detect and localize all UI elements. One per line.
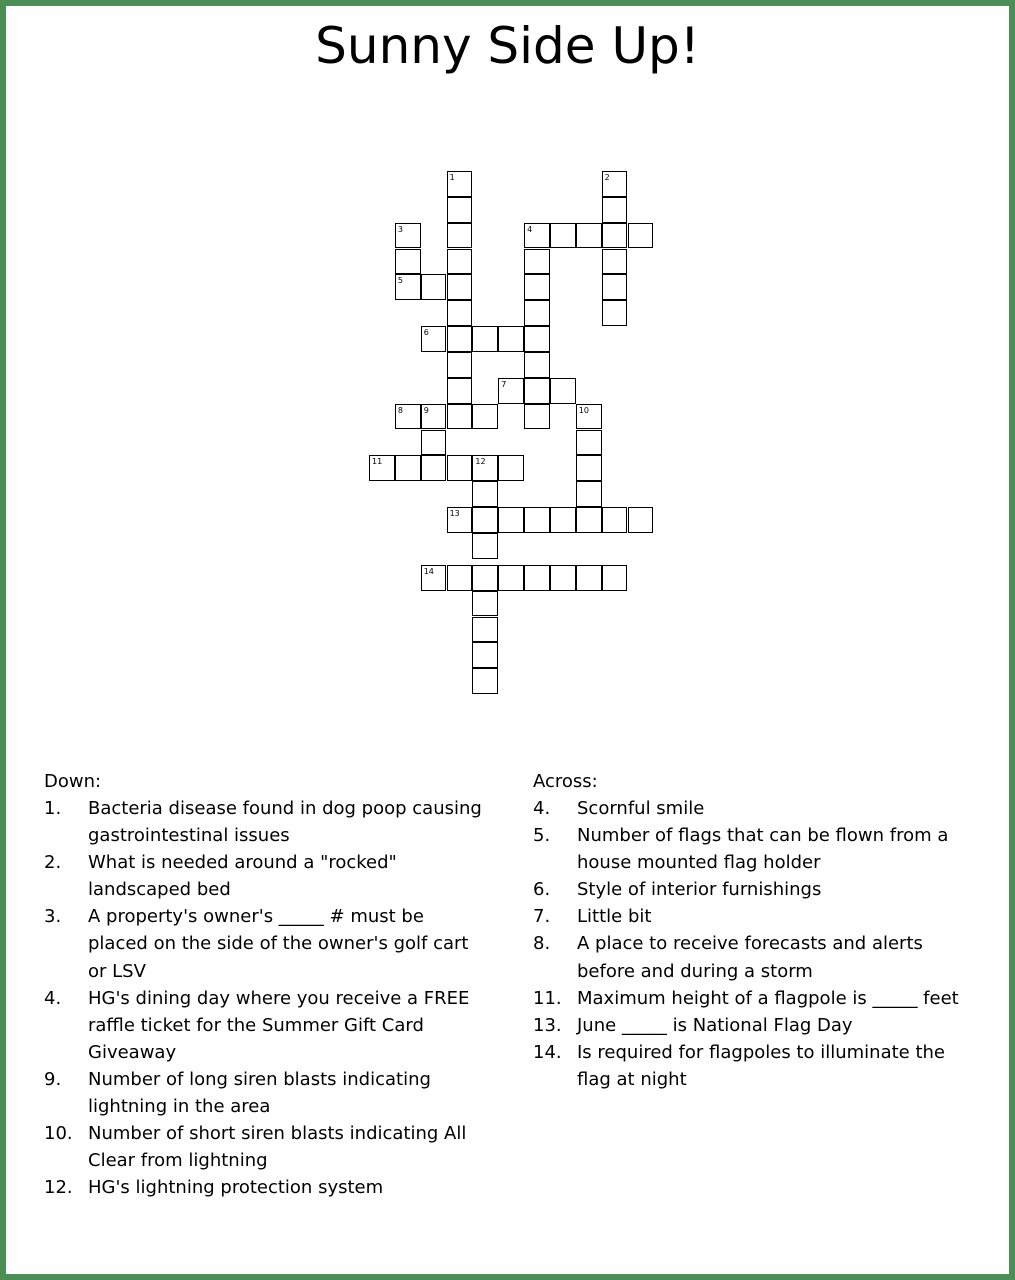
clue-number: 11.: [533, 987, 562, 1009]
grid-cell: [576, 455, 602, 481]
grid-cell: [550, 378, 576, 404]
grid-cell: [447, 352, 473, 378]
grid-cell: [447, 171, 473, 197]
grid-cell: [472, 642, 498, 668]
grid-cell: [395, 274, 421, 300]
grid-cell: [447, 274, 473, 300]
clue-number: 2.: [44, 852, 62, 874]
page-title: Sunny Side Up!: [315, 17, 700, 75]
clue-text: Number of short siren blasts indicating All Clear from lightning: [88, 1123, 467, 1172]
grid-cell: [576, 430, 602, 456]
cell-number: 4: [527, 224, 533, 234]
clue-text: Little bit: [577, 906, 652, 928]
across-clue: [533, 822, 968, 876]
cell-number: 3: [397, 224, 403, 234]
clue-text: What is needed around a "rocked" landscaped bed: [88, 852, 397, 901]
grid-cell: [421, 274, 447, 300]
grid-cell: [395, 223, 421, 249]
grid-cell: [447, 378, 473, 404]
grid-cell: [447, 455, 473, 481]
grid-cell: [524, 274, 550, 300]
grid-cell: [550, 507, 576, 533]
grid-cell: [550, 223, 576, 249]
grid-cell: [524, 352, 550, 378]
grid-cell: [498, 378, 524, 404]
grid-cell: [421, 455, 447, 481]
clue-text: A place to receive forecasts and alerts before and during a storm: [577, 933, 923, 982]
grid-cell: [524, 507, 550, 533]
grid-cell: [498, 326, 524, 352]
grid-cell: [602, 223, 628, 249]
grid-cell: [395, 404, 421, 430]
grid-cell: [447, 300, 473, 326]
grid-cell: [447, 404, 473, 430]
clue-number: 12.: [44, 1177, 73, 1199]
grid-cell: [421, 326, 447, 352]
cell-number: 13: [449, 509, 460, 519]
grid-cell: [447, 197, 473, 223]
across-clue: [533, 903, 968, 930]
cell-number: 2: [604, 173, 610, 182]
clue-number: 6.: [533, 879, 551, 901]
down-clue: [44, 1120, 489, 1174]
grid-cell: [447, 223, 473, 249]
grid-cell: [602, 171, 628, 197]
grid-cell: [524, 326, 550, 352]
grid-cell: [524, 378, 550, 404]
grid-cell: [628, 507, 654, 533]
across-clue: [533, 795, 968, 822]
grid-cell: [447, 249, 473, 275]
across-heading: Across:: [533, 771, 598, 792]
grid-cell: [576, 481, 602, 507]
grid-cell: [447, 326, 473, 352]
grid-cell: [576, 507, 602, 533]
grid-cell: [602, 274, 628, 300]
grid-cell: [472, 507, 498, 533]
clue-text: Scornful smile: [577, 798, 705, 819]
grid-cell: [447, 565, 473, 591]
grid-cell: [369, 455, 395, 481]
grid-cell: [576, 223, 602, 249]
grid-cell: [602, 249, 628, 275]
across-clue: [533, 930, 968, 984]
clue-text: Style of interior furnishings: [577, 879, 822, 901]
down-clue: [44, 903, 489, 984]
clue-number: 14.: [533, 1041, 562, 1063]
grid-cell: [524, 404, 550, 430]
grid-cell: [524, 300, 550, 326]
down-clue: [44, 1066, 489, 1120]
grid-cell: [628, 223, 654, 249]
grid-cell: [576, 565, 602, 591]
clue-number: 4.: [533, 798, 551, 819]
down-clue: [44, 795, 489, 849]
cell-number: 5: [397, 276, 403, 286]
grid-cell: [602, 197, 628, 223]
grid-cell: [576, 404, 602, 430]
cell-number: 14: [423, 566, 434, 576]
grid-cell: [421, 430, 447, 456]
grid-cell: [602, 507, 628, 533]
grid-cell: [421, 404, 447, 430]
cell-number: 10: [578, 405, 589, 415]
clue-number: 1.: [44, 798, 62, 819]
clue-number: 10.: [44, 1123, 73, 1145]
clue-text: June _____ is National Flag Day: [577, 1014, 853, 1036]
down-clue: [44, 849, 489, 903]
clue-number: 3.: [44, 906, 62, 928]
grid-cell: [498, 455, 524, 481]
grid-cell: [395, 249, 421, 275]
grid-cell: [472, 668, 498, 694]
grid-cell: [472, 617, 498, 643]
clue-number: 7.: [533, 906, 551, 928]
grid-cell: [550, 565, 576, 591]
clue-number: 13.: [533, 1014, 562, 1036]
grid-cell: [472, 591, 498, 617]
grid-cell: [602, 300, 628, 326]
across-clues: [533, 768, 968, 1093]
clue-text: Number of flags that can be flown from a house mounted flag holder: [577, 825, 949, 874]
down-clues: [44, 768, 489, 1201]
grid-cell: [472, 404, 498, 430]
grid-cell: [524, 249, 550, 275]
clue-text: HG's lightning protection system: [88, 1177, 384, 1199]
clue-number: 8.: [533, 933, 551, 955]
across-clue: [533, 985, 968, 1012]
grid-cell: [421, 565, 447, 591]
clue-text: A property's owner's _____ # must be placed on the side of the owner's golf cart or LSV: [88, 906, 469, 982]
clue-text: Bacteria disease found in dog poop causing gastrointestinal issues: [88, 798, 482, 847]
clue-text: Maximum height of a flagpole is _____ feet: [577, 987, 959, 1009]
cell-number: 9: [423, 405, 429, 415]
down-heading: Down:: [44, 771, 102, 792]
clue-number: 4.: [44, 987, 62, 1009]
grid-cell: [472, 533, 498, 559]
across-clue: [533, 1012, 968, 1039]
clue-number: 9.: [44, 1068, 62, 1090]
grid-cell: [395, 455, 421, 481]
grid-cell: [472, 481, 498, 507]
clue-text: Is required for flagpoles to illuminate the flag at night: [577, 1041, 945, 1090]
grid-cell: [602, 565, 628, 591]
cell-number: 1: [449, 173, 455, 182]
cell-number: 6: [423, 328, 429, 338]
cell-number: 11: [372, 457, 383, 467]
across-clue: [533, 876, 968, 903]
clue-text: HG's dining day where you receive a FREE raffle ticket for the Summer Gift Card Giveaway: [88, 987, 470, 1063]
grid-cell: [447, 507, 473, 533]
grid-cell: [472, 455, 498, 481]
down-clue: [44, 985, 489, 1066]
down-clue: [44, 1174, 489, 1201]
across-clue: [533, 1039, 968, 1093]
grid-cell: [524, 223, 550, 249]
cell-number: 12: [475, 457, 486, 467]
clue-text: Number of long siren blasts indicating lightning in the area: [88, 1068, 431, 1118]
grid-cell: [498, 565, 524, 591]
cell-number: 8: [397, 405, 403, 415]
grid-cell: [524, 565, 550, 591]
grid-cell: [472, 565, 498, 591]
grid-cell: [472, 326, 498, 352]
cell-number: 7: [501, 379, 507, 389]
clue-number: 5.: [533, 825, 551, 847]
grid-cell: [498, 507, 524, 533]
